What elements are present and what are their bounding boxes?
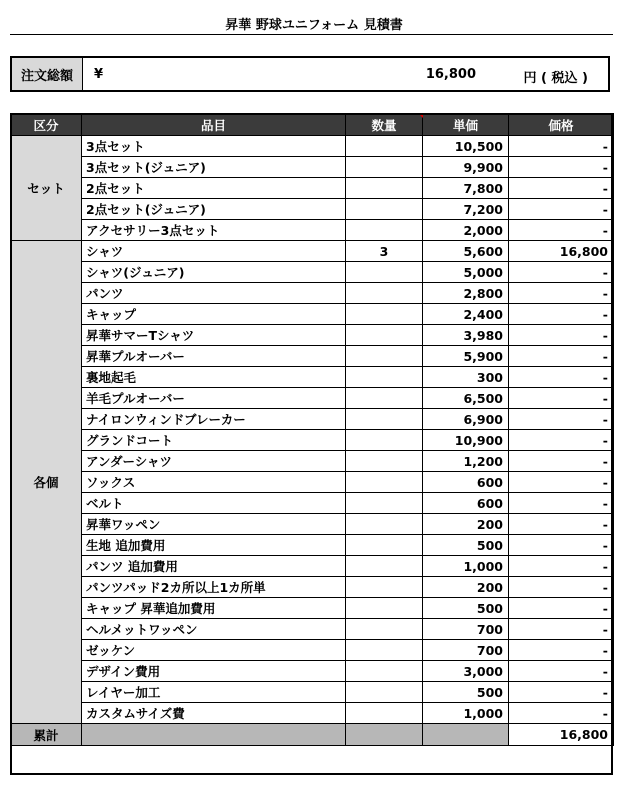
item-cell: 昇華ワッペン <box>82 514 346 535</box>
item-cell: アクセサリー3点セット <box>82 220 346 241</box>
price-cell: - <box>509 640 614 661</box>
table-row <box>11 430 614 451</box>
item-cell: ヘルメットワッペン <box>82 619 346 640</box>
unit-price-cell: 2,800 <box>423 283 509 304</box>
quantity-cell[interactable] <box>346 136 423 157</box>
order-total-box <box>10 56 610 92</box>
quantity-cell[interactable] <box>346 304 423 325</box>
page-title: 昇華 野球ユニフォーム 見積書 <box>225 18 403 33</box>
sum-label: 累計 <box>11 724 82 746</box>
item-cell: 羊毛プルオーバー <box>82 388 346 409</box>
quantity-cell[interactable] <box>346 451 423 472</box>
table-row <box>11 598 614 619</box>
price-cell: - <box>509 430 614 451</box>
unit-price-cell: 5,600 <box>423 241 509 262</box>
price-cell: - <box>509 367 614 388</box>
price-cell: - <box>509 262 614 283</box>
price-cell: - <box>509 535 614 556</box>
sum-row <box>11 724 614 746</box>
estimate-table <box>10 113 614 746</box>
quantity-cell[interactable] <box>346 283 423 304</box>
quantity-cell[interactable] <box>346 388 423 409</box>
table-row <box>11 388 614 409</box>
quantity-cell[interactable] <box>346 577 423 598</box>
item-cell: 2点セット <box>82 178 346 199</box>
header-quantity: 数量 <box>346 114 423 136</box>
unit-price-cell: 2,400 <box>423 304 509 325</box>
unit-price-cell: 1,000 <box>423 556 509 577</box>
header-unit-price: 単価 <box>423 114 509 136</box>
price-cell: - <box>509 199 614 220</box>
item-cell: カスタムサイズ費 <box>82 703 346 724</box>
table-row <box>11 346 614 367</box>
item-cell: 3点セット <box>82 136 346 157</box>
table-row <box>11 556 614 577</box>
unit-price-cell: 9,900 <box>423 157 509 178</box>
price-cell: - <box>509 451 614 472</box>
item-cell: ナイロンウィンドブレーカー <box>82 409 346 430</box>
item-cell: アンダーシャツ <box>82 451 346 472</box>
table-row <box>11 682 614 703</box>
table-row <box>11 409 614 430</box>
price-cell: - <box>509 577 614 598</box>
table-row <box>11 493 614 514</box>
price-cell: 16,800 <box>509 241 614 262</box>
unit-price-cell: 2,000 <box>423 220 509 241</box>
quantity-cell[interactable] <box>346 157 423 178</box>
unit-price-cell: 200 <box>423 514 509 535</box>
table-row <box>11 535 614 556</box>
table-row <box>11 472 614 493</box>
item-cell: ベルト <box>82 493 346 514</box>
category-cell: 各個 <box>11 241 82 724</box>
quantity-cell[interactable] <box>346 514 423 535</box>
quantity-cell[interactable] <box>346 640 423 661</box>
unit-price-cell: 6,500 <box>423 388 509 409</box>
item-cell: レイヤー加工 <box>82 682 346 703</box>
header-item: 品目 <box>82 114 346 136</box>
price-cell: - <box>509 619 614 640</box>
table-row <box>11 262 614 283</box>
category-cell: セット <box>11 136 82 241</box>
unit-price-cell: 1,000 <box>423 703 509 724</box>
price-cell: - <box>509 682 614 703</box>
table-row <box>11 577 614 598</box>
unit-price-cell: 700 <box>423 619 509 640</box>
quantity-cell[interactable] <box>346 682 423 703</box>
unit-price-cell: 500 <box>423 535 509 556</box>
price-cell: - <box>509 661 614 682</box>
quantity-cell[interactable] <box>346 703 423 724</box>
item-cell: シャツ(ジュニア) <box>82 262 346 283</box>
quantity-cell[interactable] <box>346 535 423 556</box>
unit-price-cell: 7,200 <box>423 199 509 220</box>
quantity-cell[interactable] <box>346 346 423 367</box>
price-cell: - <box>509 514 614 535</box>
unit-price-cell: 500 <box>423 682 509 703</box>
table-row <box>11 178 614 199</box>
price-cell: - <box>509 325 614 346</box>
order-total-amount[interactable]: 16,800 <box>425 67 476 82</box>
header-category: 区分 <box>11 114 82 136</box>
item-cell: キャップ 昇華追加費用 <box>82 598 346 619</box>
quantity-cell[interactable] <box>346 262 423 283</box>
item-cell: パンツパッド2カ所以上1カ所単 <box>82 577 346 598</box>
price-cell: - <box>509 178 614 199</box>
unit-price-cell: 5,900 <box>423 346 509 367</box>
price-cell: - <box>509 220 614 241</box>
item-cell: 昇華サマーTシャツ <box>82 325 346 346</box>
unit-price-cell: 200 <box>423 577 509 598</box>
unit-price-cell: 10,500 <box>423 136 509 157</box>
quantity-cell[interactable] <box>346 409 423 430</box>
price-cell: - <box>509 388 614 409</box>
unit-price-cell: 7,800 <box>423 178 509 199</box>
price-cell: - <box>509 472 614 493</box>
sum-total: 16,800 <box>509 724 614 746</box>
table-row <box>11 619 614 640</box>
quantity-cell[interactable] <box>346 556 423 577</box>
table-row <box>11 451 614 472</box>
item-cell: 裏地起毛 <box>82 367 346 388</box>
item-cell: デザイン費用 <box>82 661 346 682</box>
unit-price-cell: 1,200 <box>423 451 509 472</box>
table-row <box>11 136 614 157</box>
sum-spacer <box>346 724 423 746</box>
unit-price-cell: 500 <box>423 598 509 619</box>
header-price: 価格 <box>509 114 614 136</box>
item-cell: パンツ 追加費用 <box>82 556 346 577</box>
currency-symbol: ¥ <box>94 67 104 82</box>
price-cell: - <box>509 703 614 724</box>
order-total-label: 注文総額 <box>12 58 83 90</box>
price-cell: - <box>509 346 614 367</box>
table-row <box>11 220 614 241</box>
item-cell: グランドコート <box>82 430 346 451</box>
table-row <box>11 304 614 325</box>
sum-spacer <box>423 724 509 746</box>
table-row <box>11 661 614 682</box>
price-cell: - <box>509 157 614 178</box>
unit-price-cell: 700 <box>423 640 509 661</box>
table-row <box>11 703 614 724</box>
quantity-cell[interactable] <box>346 619 423 640</box>
price-cell: - <box>509 556 614 577</box>
unit-price-cell: 300 <box>423 367 509 388</box>
quantity-cell[interactable] <box>346 661 423 682</box>
tax-included-note: 円 ( 税込 ) <box>523 71 588 86</box>
table-row <box>11 241 614 262</box>
table-row <box>11 199 614 220</box>
table-row <box>11 640 614 661</box>
price-cell: - <box>509 304 614 325</box>
quantity-cell[interactable] <box>346 493 423 514</box>
quantity-cell[interactable] <box>346 199 423 220</box>
quantity-cell[interactable] <box>346 367 423 388</box>
price-cell: - <box>509 493 614 514</box>
price-cell: - <box>509 136 614 157</box>
price-cell: - <box>509 283 614 304</box>
item-cell: 昇華プルオーバー <box>82 346 346 367</box>
table-row <box>11 325 614 346</box>
table-header-row <box>11 114 614 136</box>
comment-marker-icon <box>418 113 423 118</box>
unit-price-cell: 3,980 <box>423 325 509 346</box>
table-row <box>11 367 614 388</box>
table-row <box>11 283 614 304</box>
title-divider <box>10 34 613 35</box>
table-row <box>11 514 614 535</box>
unit-price-cell: 600 <box>423 493 509 514</box>
price-cell: - <box>509 409 614 430</box>
quantity-cell[interactable] <box>346 472 423 493</box>
quantity-cell[interactable] <box>346 598 423 619</box>
unit-price-cell: 600 <box>423 472 509 493</box>
table-body <box>11 136 614 724</box>
item-cell: 生地 追加費用 <box>82 535 346 556</box>
item-cell: 3点セット(ジュニア) <box>82 157 346 178</box>
quantity-cell[interactable] <box>346 430 423 451</box>
quantity-cell[interactable] <box>346 325 423 346</box>
quantity-cell[interactable] <box>346 178 423 199</box>
item-cell: 2点セット(ジュニア) <box>82 199 346 220</box>
unit-price-cell: 10,900 <box>423 430 509 451</box>
sum-spacer <box>82 724 346 746</box>
unit-price-cell: 5,000 <box>423 262 509 283</box>
unit-price-cell: 3,000 <box>423 661 509 682</box>
quantity-cell[interactable] <box>346 220 423 241</box>
item-cell: キャップ <box>82 304 346 325</box>
price-cell: - <box>509 598 614 619</box>
item-cell: シャツ <box>82 241 346 262</box>
quantity-cell[interactable]: 3 <box>346 241 423 262</box>
item-cell: ソックス <box>82 472 346 493</box>
table-row <box>11 157 614 178</box>
unit-price-cell: 6,900 <box>423 409 509 430</box>
item-cell: パンツ <box>82 283 346 304</box>
item-cell: ゼッケン <box>82 640 346 661</box>
